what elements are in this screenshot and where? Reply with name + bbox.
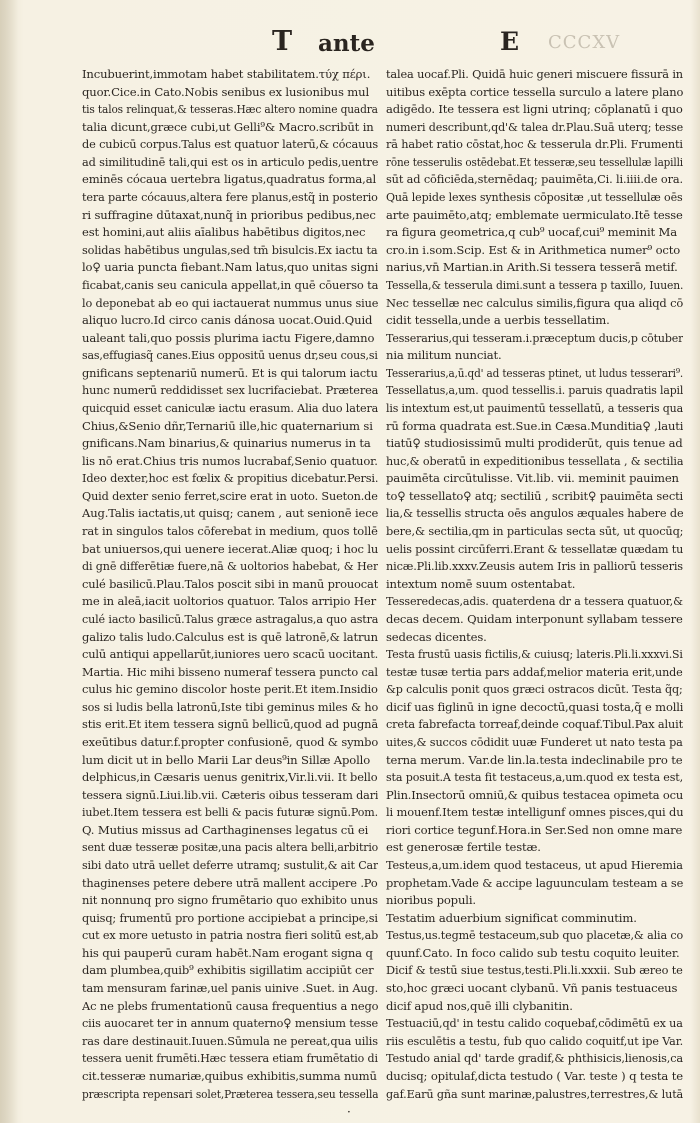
text-line xyxy=(82,1103,378,1106)
text-line: Tesserarius,qui tesseram.i.præceptum ducis,p cōtuber xyxy=(386,330,683,345)
text-line: decas decem. Quidam interponunt syllabam tessere xyxy=(386,611,683,626)
text-line: bat uniuersos,qui uenere iecerat.Aliæ quoq; i hoc lu xyxy=(82,541,378,556)
text-line: di gnē differētiæ fuere,nā & uoltorios habebat, & Her xyxy=(82,559,378,574)
text-line: dam plumbea,quib⁹ exhibitis sigillatim accipiūt cer xyxy=(82,963,374,978)
text-line: Tesseredecas,adis. quaterdena dr a tessera quatuor,& xyxy=(386,594,683,609)
text-line: eminēs cócaua uertebra ligatus,quadratus forma,al xyxy=(82,172,377,187)
text-line: dicif apud nos,quē illi clybanitin. xyxy=(386,998,573,1013)
text-line: galizo talis ludo.Calculus est is quē latronē,& latrun xyxy=(82,629,378,644)
text-line: lis intextum est,ut pauimentū tessellatū, a tesseris qua xyxy=(386,400,683,415)
show-through-folio: CCCXV xyxy=(548,32,621,53)
text-line: cit.tesseræ numariæ,quibus exhibitis,summa numū xyxy=(82,1068,377,1083)
text-line: riis esculētis a testu, fub quo calido coquitf,ut ipe Var. xyxy=(386,1033,683,1048)
text-line: tessera signū.Liui.lib.vii. Cæteris oibus tesseram dari xyxy=(82,787,378,802)
text-line: adigēdo. Ite tessera est ligni utrinq; cōplanatū i quo xyxy=(386,102,683,117)
text-line: nia militum nunciat. xyxy=(386,348,502,363)
text-line: talea uocaf.Pli. Quidā huic generi miscuere fissurā in xyxy=(386,67,683,81)
text-line: li mouenf.Item testæ intelligunf omnes pisces,qui du xyxy=(386,805,683,820)
text-line: &p calculis ponit quos græci ostracos dicūt. Testa q̃q; xyxy=(386,682,683,697)
text-line: testæ tusæ tertia pars addaf,melior materia erit,unde xyxy=(386,664,683,679)
text-line: exeūtibus datur.f.propter confusionē, quod & symbo xyxy=(82,734,378,749)
text-line: iubet.Item tessera est belli & pacis futuræ signū.Pom. xyxy=(82,805,378,820)
text-line: cidit tessella,unde a uerbis tessellatim. xyxy=(386,313,610,328)
text-line: dicif uas figlinū in igne decoctū,quasi tosta,q̃ e molli xyxy=(386,699,683,714)
text-line: uelis possint circūferri.Erant & tessellatæ quædam tu xyxy=(386,541,683,556)
text-line: culé basilicū.Plau.Talos poscit sibi in manū prouocat xyxy=(82,576,378,591)
text-line: Plin.Insectorū omniū,& quibus testacea opimeta ocu xyxy=(386,787,683,802)
text-line: intextum nomē suum ostentabat. xyxy=(386,576,576,591)
text-line: uitibus exēpta cortice tessella surculo a latere plano xyxy=(386,84,683,99)
text-line: terna merum. Var.de lin.la.testa indeclinabile pro te xyxy=(386,752,683,767)
text-line: Tessella,& tesserula dimi.sunt a tessera p taxillo, Iuuen. xyxy=(386,277,683,292)
text-line: ad similitudinē tali,qui est os in articulo pedis,uentre xyxy=(82,154,378,169)
footer-mark: · xyxy=(347,1105,351,1119)
running-head xyxy=(0,26,700,62)
text-line: sas,effugiasq̃ canes.Eius oppositū uenus dr,seu cous,si xyxy=(82,348,378,363)
text-line: Tesserarius,a,ū.qd' ad tesseras ptinet, ut ludus tesserari⁹. xyxy=(386,365,683,380)
text-line: me in aleā,iacit uoltorios quatuor. Talos arripio Her xyxy=(82,594,376,609)
text-line: rat in singulos talos cōferebat in medium, quos tollē xyxy=(82,524,378,539)
text-line: tera parte cócauus,altera fere planus,estq̃ in posterio xyxy=(82,190,378,205)
text-line: sedecas dicentes. xyxy=(386,629,487,644)
text-line: Testus,us.tegmē testaceum,sub quo placetæ,& alia co xyxy=(386,928,683,943)
text-line: stis erit.Et item tessera signū bellicū,quod ad pugnā xyxy=(82,717,378,732)
text-line: rū forma quadrata est.Sue.in Cæsa.Munditia♀ ,lauti xyxy=(386,418,683,433)
text-line: narius,vn̄ Martian.in Arith.Si tessera tesserā metif. xyxy=(386,260,678,275)
text-line: cro.in i.som.Scip. Est & in Arithmetica numer⁹ octo xyxy=(386,242,681,257)
text-line: aliquo lucro.Id circo canis dánosa uocat.Ouid.Quid xyxy=(82,313,373,328)
text-line: est generosæ fertile testæ. xyxy=(386,840,541,855)
text-line: ciis auocaret ter in annum quaterno♀ mensium tesse xyxy=(82,1016,378,1031)
text-line: Incubuerint,immotam habet stabilitatem.τύχ πέρι. xyxy=(82,67,371,81)
text-line: quicquid esset caniculæ iactu erasum. Alia duo latera xyxy=(82,400,378,415)
text-line: Nec tessellæ nec calculus similis,figura qua aliqd cō xyxy=(386,295,683,310)
text-line: quisq; frumentū pro portione accipiebat a principe,si xyxy=(82,910,378,925)
text-line: nit nonnunq pro signo frumētario quo exhibito unus xyxy=(82,893,378,908)
text-line: huc,& oberatū in expeditionibus tessellata , & sectilia xyxy=(386,453,683,468)
text-line: ri suffragine dūtaxat,nunq̃ in prioribus pedibus,nec xyxy=(82,207,376,222)
text-line: his qui pauperū curam habēt.Nam erogant signa q xyxy=(82,945,373,960)
text-line: prophetam.Vade & accipe laguunculam testeam a se xyxy=(386,875,683,890)
text-line: gaf.Earū gña sunt marinæ,palustres,terrestres,& lutā xyxy=(386,1086,683,1101)
running-head-initial: T xyxy=(272,26,293,57)
right-text-column xyxy=(386,66,683,1106)
text-line: Tessellatus,a,um. quod tessellis.i. paruis quadratis lapil xyxy=(386,383,683,398)
running-head-letter: E xyxy=(500,27,520,56)
text-line: rōne tesserulis ostēdebat.Et tesseræ,seu tessellulæ lapilli xyxy=(386,154,683,169)
text-line: Testudo anial qd' tarde gradif,& phthisicis,lienosis,ca xyxy=(386,1051,683,1066)
text-line: est homini,aut aliis aīalibus habētibus digitos,nec xyxy=(82,225,366,240)
text-line: Quid dexter senio ferret,scire erat in uoto. Sueton.de xyxy=(82,488,378,503)
text-line: Quā lepide lexes synthesis cōpositæ ,ut tessellulæ oēs xyxy=(386,190,683,205)
text-line: Testatim aduerbium significat comminutim. xyxy=(386,910,637,925)
text-line: tessera uenit frumēti.Hæc tessera etiam frumētatio di xyxy=(82,1051,378,1066)
text-line: Chius,&Senio dñr,Ternariū ille,hic quaternarium si xyxy=(82,418,373,433)
text-line: ficabat,canis seu canicula appellat,in quē cōuerso ta xyxy=(82,277,378,292)
text-line: lo♀ uaria puncta fiebant.Nam latus,quo unitas signi xyxy=(82,260,378,275)
gutter-shadow xyxy=(0,0,18,1123)
text-line: sent duæ tesseræ positæ,una pacis altera belli,arbitrio xyxy=(82,840,378,855)
text-line: Q. Mutius missus ad Carthaginenses legatus cū ei xyxy=(82,822,369,837)
text-line: delphicus,in Cæsaris uenus genitrix,Vir.li.vii. It bello xyxy=(82,770,378,785)
text-line: thaginenses petere debere utrā mallent accipere .Po xyxy=(82,875,378,890)
text-line: sta posuit.A testa fit testaceus,a,um.quod ex testa est, xyxy=(386,770,683,785)
text-line: hunc numerū reddidisset sex lucrifaciebat. Præterea xyxy=(82,383,378,398)
text-line: numeri describunt,qd'& talea dr.Plau.Suā uterq; tesse xyxy=(386,119,683,134)
text-line: præscripta repensari solet,Præterea tessera,seu tessella xyxy=(82,1086,378,1101)
text-line: solidas habētibus ungulas,sed tm̄ bisulcis.Ex iactu ta xyxy=(82,242,378,257)
text-line: arte pauimēto,atq; emblemate uermiculato.Itē tesse xyxy=(386,207,683,222)
text-line: quor.Cice.in Cato.Nobis senibus ex lusionibus mul xyxy=(82,84,370,99)
text-line: riori cortice tegunf.Hora.in Ser.Sed non omne mare xyxy=(386,822,683,837)
text-line: pauimēta circūtulisse. Vit.lib. vii. meminit pauimen xyxy=(386,471,679,486)
text-line: tis talos relinquat,& tesseras.Hæc altero nomine quadra xyxy=(82,102,378,117)
text-line: quunf.Cato. In foco calido sub testu coquito leuiter. xyxy=(386,945,680,960)
text-line: gnificans.Nam binarius,& quinarius numerus in ta xyxy=(82,436,371,451)
text-line: lo deponebat ab eo qui iactauerat nummus unus siue xyxy=(82,295,378,310)
text-line: Testa frustū uasis fictilis,& cuiusq; lateris.Pli.li.xxxvi.Si xyxy=(386,647,683,662)
text-line: ducisq; opitulaf,dicta testudo ( Var. teste ) q testa te xyxy=(386,1068,683,1083)
text-line: Testeus,a,um.idem quod testaceus, ut apud Hieremia xyxy=(386,858,683,873)
text-line: uites,& succos cōdidit uuæ Funderet ut nato testa pa xyxy=(386,734,683,749)
text-line: to♀ tessellato♀ atq; sectiliū , scribit♀ pauimēta secti xyxy=(386,488,683,503)
text-line: culū antiqui appellarūt,iuniores uero scacū uocitant. xyxy=(82,647,378,662)
text-line: sos si ludis bella latronū,Iste tibi geminus miles & ho xyxy=(82,699,378,714)
text-line: Testuaciū,qd' in testu calido coquebaf,cōdimētū ex ua xyxy=(386,1016,683,1031)
left-text-column xyxy=(82,66,378,1106)
text-line: Martia. Hic mihi bisseno numeraf tessera puncto cal xyxy=(82,664,378,679)
running-head-word: ante xyxy=(318,30,375,57)
text-line xyxy=(386,1103,683,1106)
text-line: talia dicunt,græce cubi,ut Gelli⁹& Macro.scribūt in xyxy=(82,119,374,134)
text-line: sūt ad cōficiēda,sternēdaq; pauimēta,Ci. li.iiii.de ora. xyxy=(386,172,683,187)
text-line: tiatū♀ studiosissimū multi prodiderūt, quis tenue ad xyxy=(386,436,683,451)
text-line: de cubicū corpus.Talus est quatuor laterū,& cócauus xyxy=(82,137,378,152)
text-line: gnificans septenariū numerū. Et is qui talorum iactu xyxy=(82,365,378,380)
text-line: Ac ne plebs frumentationū causa frequentius a nego xyxy=(82,998,378,1013)
text-line: bere,& sectilia,qm in particulas secta sūt, ut quocūq; xyxy=(386,524,683,539)
text-line: lia,& tessellis structa oēs angulos æquales habere de xyxy=(386,506,683,521)
text-line: nicæ.Pli.lib.xxxv.Zeusis autem Iris in palliorū tesseris xyxy=(386,559,683,574)
text-line: Ideo dexter,hoc est fœlix & propitius dicebatur.Persi. xyxy=(82,471,378,486)
text-line: Dicif & testū siue testus,testi.Pli.li.xxxii. Sub æreo te xyxy=(386,963,683,978)
text-line: tam mensuram farinæ,uel panis uinive .Suet. in Aug. xyxy=(82,981,378,996)
text-line: nioribus populi. xyxy=(386,893,476,908)
text-line: Aug.Talis iactatis,ut quisq; canem , aut senionē iece xyxy=(82,506,378,521)
text-line: sibi dato utrā uellet deferre utramq; sustulit,& ait Car xyxy=(82,858,378,873)
text-line: culus hic gemino discolor hoste perit.Et item.Insidio xyxy=(82,682,378,697)
text-line: rā habet ratio cōstat,hoc & tesserula dr.Pli. Frumenti xyxy=(386,137,683,152)
text-line: cut ex more uetusto in patria nostra fieri solitū est,ab xyxy=(82,928,378,943)
text-line: ras dare destinauit.Iuuen.Sūmula ne pereat,qua uilis xyxy=(82,1033,378,1048)
text-line: ualeant tali,quo possis plurima iactu Figere,damno xyxy=(82,330,375,345)
text-line: culé iacto basilicū.Talus græce astragalus,a quo astra xyxy=(82,611,378,626)
text-line: ra figura geometrica,q cub⁹ uocaf,cui⁹ meminit Ma xyxy=(386,225,678,240)
text-line: sto,hoc græci uocant clybanū. Vñ panis testuaceus xyxy=(386,981,678,996)
text-line: lum dicit ut in bello Marii Lar deus⁹in Sillæ Apollo xyxy=(82,752,371,767)
text-line: lis nō erat.Chius tris numos lucrabaf,Senio quatuor. xyxy=(82,453,378,468)
text-line: creta fabrefacta torreaf,deinde coquaf.Tibul.Pax aluit xyxy=(386,717,683,732)
